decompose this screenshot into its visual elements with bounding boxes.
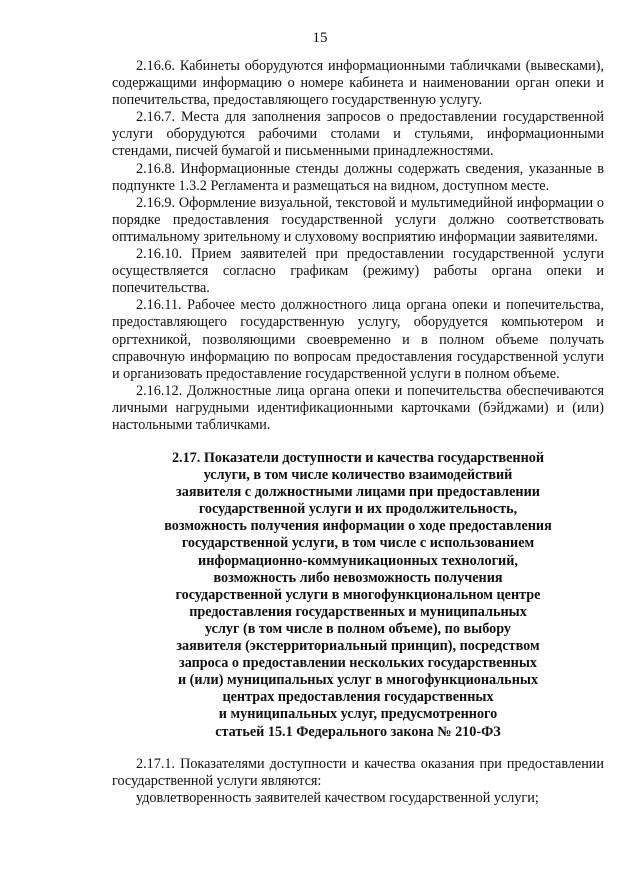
heading-line: государственной услуги, в том числе с использованием <box>181 535 535 552</box>
heading-line: заявителя (экстерриториальный принцип), посредством <box>176 638 540 655</box>
section-2-17-body <box>112 756 604 807</box>
heading-line: и муниципальных услуг, предусмотренного <box>218 706 498 723</box>
heading-line: центрах предоставления государственных <box>222 689 494 706</box>
section-2-17-heading <box>112 450 604 741</box>
paragraph-2-16-6: 2.16.6. Кабинеты оборудуются информационными табличками (вывесками), содержащими информацию о номере кабинета и наименовании орган опеки и попечительства, предоставляющего государственную услугу. <box>112 58 604 109</box>
heading-line: возможность либо невозможность получения <box>213 569 503 586</box>
page-number: 15 <box>312 30 328 46</box>
paragraph-2-16-8: 2.16.8. Информационные стенды должны содержать сведения, указанные в подпункте 1.3.2 Регламента и размещаться на видном, доступном месте. <box>112 160 604 194</box>
paragraph-2-16-7: 2.16.7. Места для заполнения запросов о предоставлении государственной услуги оборудуются рабочими столами и стульями, информационными стендами, писчей бумагой и письменными принадлежностями. <box>112 109 604 160</box>
heading-line: государственной услуги в многофункциональном центре <box>175 586 541 603</box>
paragraph-2-16-10: 2.16.10. Прием заявителей при предоставлении государственной услуги осуществляется согласно графикам (режиму) работы органа опеки и попечительства. <box>112 246 604 297</box>
heading-line: статьей 15.1 Федерального закона № 210-ФЗ <box>215 723 501 740</box>
heading-line: заявителя с должностными лицами при предоставлении <box>176 484 540 501</box>
heading-line: и (или) муниципальных услуг в многофункциональных <box>177 672 539 689</box>
heading-line: запроса о предоставлении нескольких государственных <box>179 655 537 672</box>
heading-line: предоставления государственных и муниципальных <box>189 603 527 620</box>
section-2-16-body <box>112 58 604 434</box>
heading-line: услуг (в том числе в полном объеме), по выбору <box>204 620 511 637</box>
heading-line: информационно-коммуникационных технологий, <box>198 552 518 569</box>
heading-line: услуги, в том числе количество взаимодействий <box>203 467 513 484</box>
paragraph-2-17-1-item: удовлетворенность заявителей качеством государственной услуги; <box>136 790 539 807</box>
paragraph-2-17-1: 2.17.1. Показателями доступности и качества оказания при предоставлении государственной услуги являются: <box>112 756 604 790</box>
paragraph-2-16-12: 2.16.12. Должностные лица органа опеки и попечительства обеспечиваются личными нагрудными идентификационными карточками (бэйджами) и (или) настольными табличками. <box>112 382 604 433</box>
heading-line: возможность получения информации о ходе предоставления <box>164 518 552 535</box>
paragraph-2-16-11: 2.16.11. Рабочее место должностного лица органа опеки и попечительства, предоставляющего государственную услугу, оборудуется компьютером и оргтехникой, позволяющими своевременно и в полном объеме получать справочную информацию по вопросам предоставления государственной услуги и организовать предоставление государственной услуги в полном объеме. <box>112 297 604 382</box>
heading-line: государственной услуги и их продолжительность, <box>198 501 518 518</box>
heading-line: 2.17. Показатели доступности и качества государственной <box>171 450 545 466</box>
paragraph-2-16-9: 2.16.9. Оформление визуальной, текстовой и мультимедийной информации о порядке предоставления государственной услуги должно соответствовать оптимальному зрительному и слуховому восприятию информации заявителями. <box>112 194 604 245</box>
